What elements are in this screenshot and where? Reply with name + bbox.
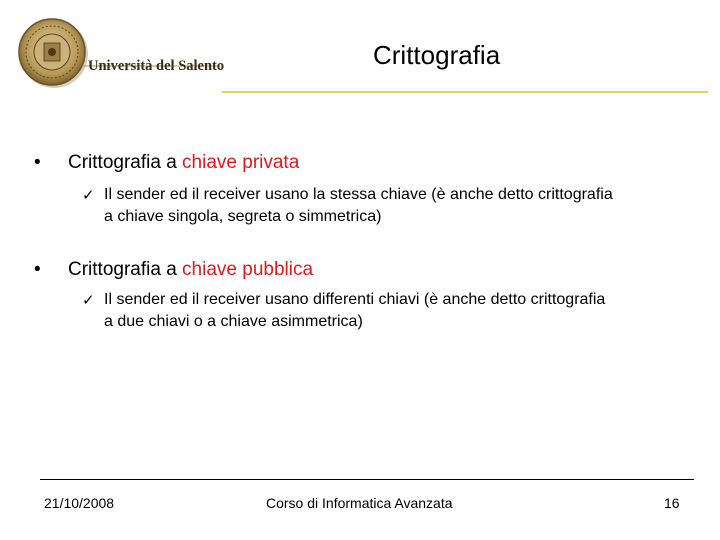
bullet-text: Crittografia a bbox=[68, 259, 183, 280]
footer-date: 21/10/2008 bbox=[44, 495, 115, 511]
slide-title: Crittografia bbox=[373, 40, 501, 70]
bullet-dot: • bbox=[34, 152, 41, 173]
bullet-text: Crittografia a bbox=[68, 152, 183, 173]
bullet-highlight: chiave pubblica bbox=[182, 259, 314, 280]
check-icon: ✓ bbox=[82, 186, 95, 204]
bullet-dot: • bbox=[34, 259, 41, 280]
check-icon: ✓ bbox=[82, 291, 95, 309]
sub-item-line: Il sender ed il receiver usano differenti chiavi (è anche detto crittografia bbox=[104, 291, 606, 308]
sub-item-line: a chiave singola, segreta o simmetrica) bbox=[104, 208, 382, 225]
sub-item-private-key bbox=[82, 184, 613, 228]
footer-course: Corso di Informatica Avanzata bbox=[266, 495, 453, 511]
sub-item-line: Il sender ed il receiver usano la stessa chiave (è anche detto crittografia bbox=[104, 186, 613, 203]
bullet-item-public-key bbox=[34, 258, 313, 282]
logo-text: Università del Salento bbox=[88, 58, 225, 74]
title-divider bbox=[222, 91, 708, 93]
footer-divider bbox=[40, 479, 694, 480]
sub-item-public-key bbox=[82, 289, 606, 333]
seal-icon bbox=[18, 16, 218, 96]
sub-item-line: a due chiavi o a chiave asimmetrica) bbox=[104, 313, 363, 330]
footer-page-number: 16 bbox=[664, 495, 680, 511]
bullet-highlight: chiave privata bbox=[182, 152, 300, 173]
bullet-item-private-key bbox=[34, 151, 299, 175]
